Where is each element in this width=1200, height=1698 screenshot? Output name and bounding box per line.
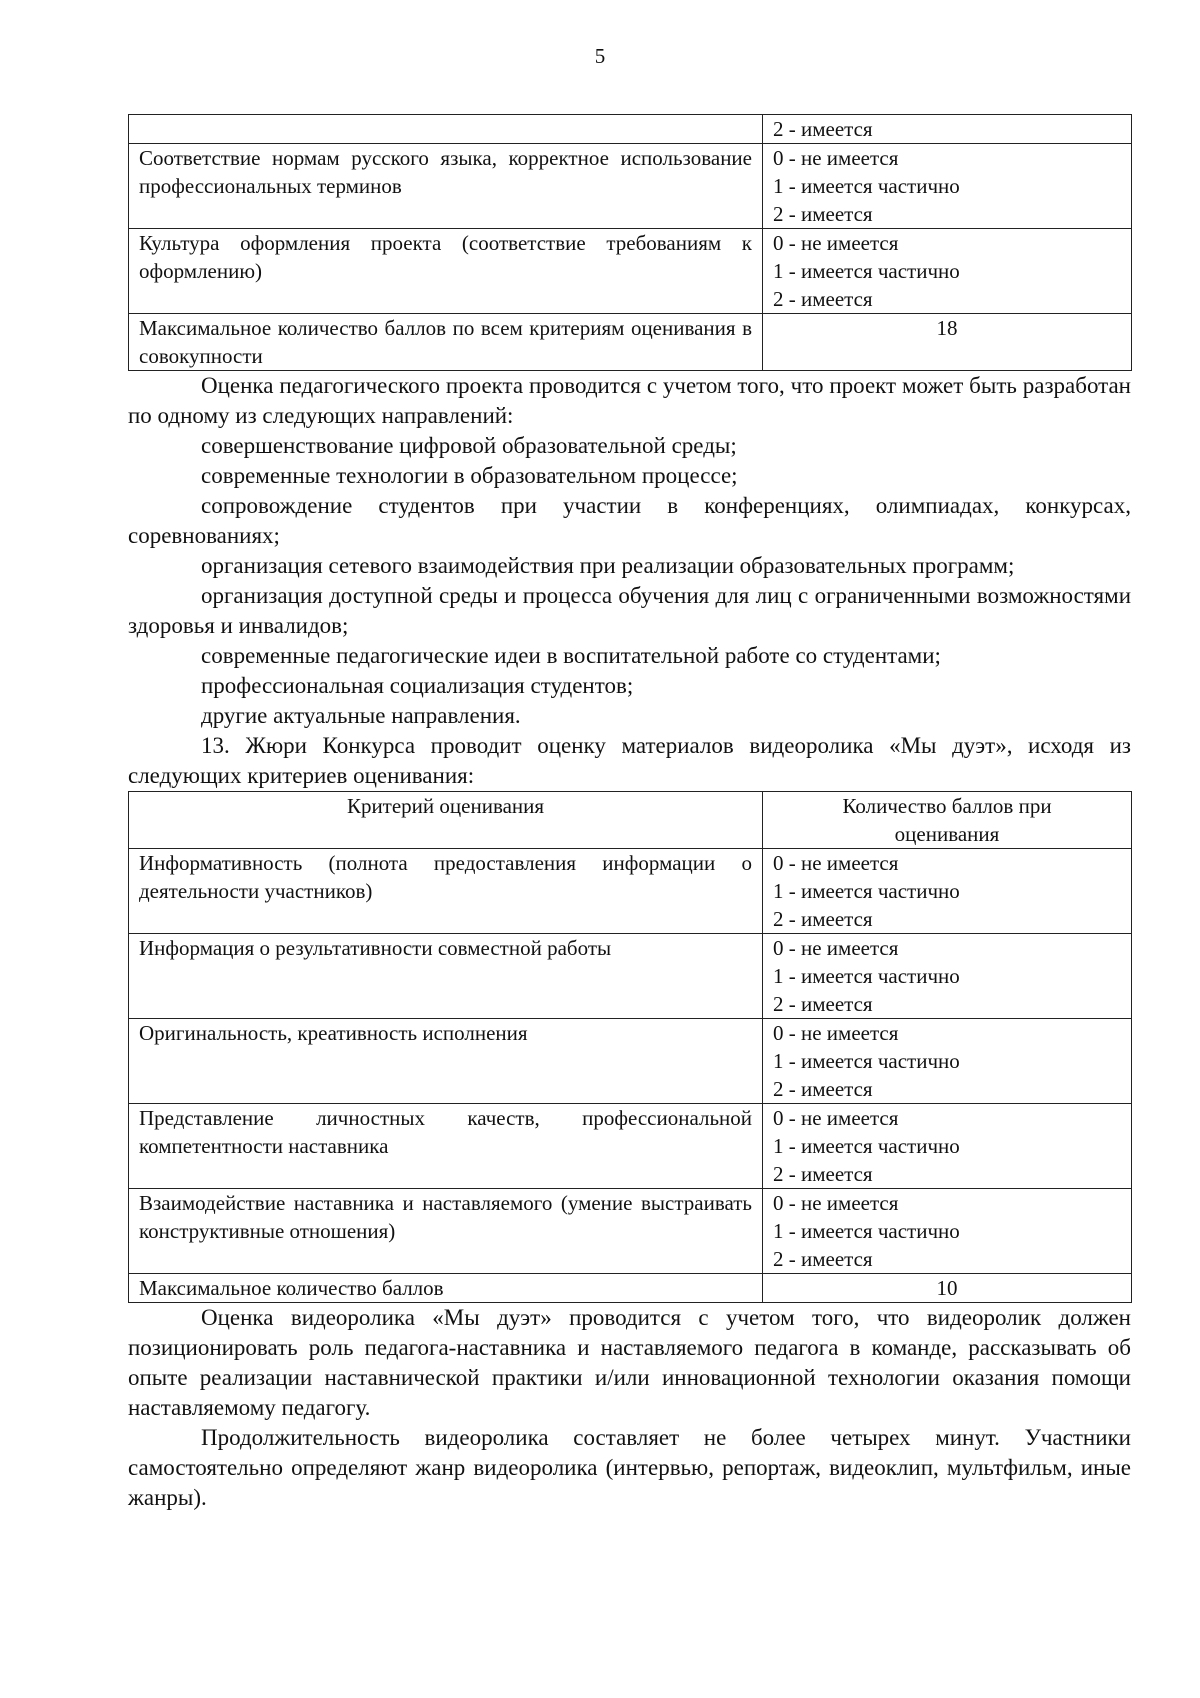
table-row <box>129 849 1132 934</box>
table-row <box>129 115 1132 144</box>
table-row <box>129 1189 1132 1274</box>
score-option: 2 - имеется <box>773 117 873 141</box>
score-option: 2 - имеется <box>773 202 873 226</box>
table-row <box>129 144 1132 229</box>
criterion-cell <box>129 115 763 144</box>
list-item: профессиональная социализация студентов; <box>201 673 634 698</box>
document-body <box>128 114 1131 1513</box>
table-row <box>129 1019 1132 1104</box>
score-option: 2 - имеется <box>773 1247 873 1271</box>
criterion-cell: Оригинальность, креативность исполнения <box>129 1019 763 1104</box>
criterion-cell: Взаимодействие наставника и наставляемого (умение выстраивать конструктивные отношения) <box>129 1189 763 1274</box>
score-option: 1 - имеется частично <box>773 964 960 988</box>
header-criterion: Критерий оценивания <box>129 792 763 849</box>
video-criteria-table <box>128 791 1132 1303</box>
score-option: 0 - не имеется <box>773 231 899 255</box>
header-scores: Количество баллов при оценивания <box>763 792 1132 849</box>
criterion-cell: Соответствие нормам русского языка, корректное использование профессиональных терминов <box>129 144 763 229</box>
score-option: 2 - имеется <box>773 1162 873 1186</box>
table-row <box>129 1104 1132 1189</box>
paragraph-project-assessment: Оценка педагогического проекта проводится с учетом того, что проект может быть разработан по одному из следующих направлений: <box>128 373 1131 428</box>
score-option: 2 - имеется <box>773 1077 873 1101</box>
criterion-cell: Культура оформления проекта (соответствие требованиям к оформлению) <box>129 229 763 314</box>
criterion-cell: Информативность (полнота предоставления информации о деятельности участников) <box>129 849 763 934</box>
score-option: 0 - не имеется <box>773 146 899 170</box>
score-option: 2 - имеется <box>773 907 873 931</box>
score-option: 2 - имеется <box>773 287 873 311</box>
list-item: сопровождение студентов при участии в конференциях, олимпиадах, конкурсах, соревнованиях; <box>128 493 1131 548</box>
criterion-cell: Представление личностных качеств, профессиональной компетентности наставника <box>129 1104 763 1189</box>
list-item: современные педагогические идеи в воспитательной работе со студентами; <box>201 643 941 668</box>
score-option: 1 - имеется частично <box>773 174 960 198</box>
directions-list <box>128 431 1131 731</box>
score-option: 1 - имеется частично <box>773 1049 960 1073</box>
score-option: 1 - имеется частично <box>773 879 960 903</box>
score-cell <box>763 115 1132 144</box>
list-item: современные технологии в образовательном процессе; <box>201 463 738 488</box>
score-option: 0 - не имеется <box>773 851 899 875</box>
score-cell <box>763 849 1132 934</box>
score-option: 0 - не имеется <box>773 936 899 960</box>
score-option: 0 - не имеется <box>773 1021 899 1045</box>
table-total-row <box>129 314 1132 371</box>
table-header-row <box>129 792 1132 849</box>
score-option: 1 - имеется частично <box>773 259 960 283</box>
score-option: 1 - имеется частично <box>773 1134 960 1158</box>
total-label-cell: Максимальное количество баллов по всем критериям оценивания в совокупности <box>129 314 763 371</box>
table-row <box>129 229 1132 314</box>
score-option: 1 - имеется частично <box>773 1219 960 1243</box>
list-item: организация сетевого взаимодействия при реализации образовательных программ; <box>201 553 1015 578</box>
score-cell <box>763 229 1132 314</box>
list-item: другие актуальные направления. <box>201 703 521 728</box>
table-total-row <box>129 1274 1132 1303</box>
total-value-cell: 18 <box>763 314 1132 371</box>
page-number: 5 <box>594 44 606 68</box>
score-option: 0 - не имеется <box>773 1106 899 1130</box>
total-label-cell: Максимальное количество баллов <box>129 1274 763 1303</box>
list-item: организация доступной среды и процесса обучения для лиц с ограниченными возможностями здоровья и инвалидов; <box>128 583 1131 638</box>
paragraph-video-assessment: Оценка видеоролика «Мы дуэт» проводится с учетом того, что видеоролик должен позиционировать роль педагога-наставника и наставляемого педагога в команде, рассказывать об опыте реализации наставнической практики и/или инновационной технологии оказания помощи наставляемому педагогу. <box>128 1305 1131 1420</box>
score-cell <box>763 934 1132 1019</box>
score-cell <box>763 1019 1132 1104</box>
score-option: 2 - имеется <box>773 992 873 1016</box>
paragraph-jury-criteria: 13. Жюри Конкурса проводит оценку материалов видеоролика «Мы дуэт», исходя из следующих критериев оценивания: <box>128 733 1131 788</box>
list-item: совершенствование цифровой образовательной среды; <box>201 433 737 458</box>
score-cell <box>763 1104 1132 1189</box>
table-row <box>129 934 1132 1019</box>
criterion-cell: Информация о результативности совместной работы <box>129 934 763 1019</box>
score-cell <box>763 1189 1132 1274</box>
project-criteria-table <box>128 114 1132 371</box>
score-cell <box>763 144 1132 229</box>
total-value-cell: 10 <box>763 1274 1132 1303</box>
score-option: 0 - не имеется <box>773 1191 899 1215</box>
paragraph-video-duration: Продолжительность видеоролика составляет не более четырех минут. Участники самостоятельно определяют жанр видеоролика (интервью, репортаж, видеоклип, мультфильм, иные жанры). <box>128 1425 1131 1510</box>
